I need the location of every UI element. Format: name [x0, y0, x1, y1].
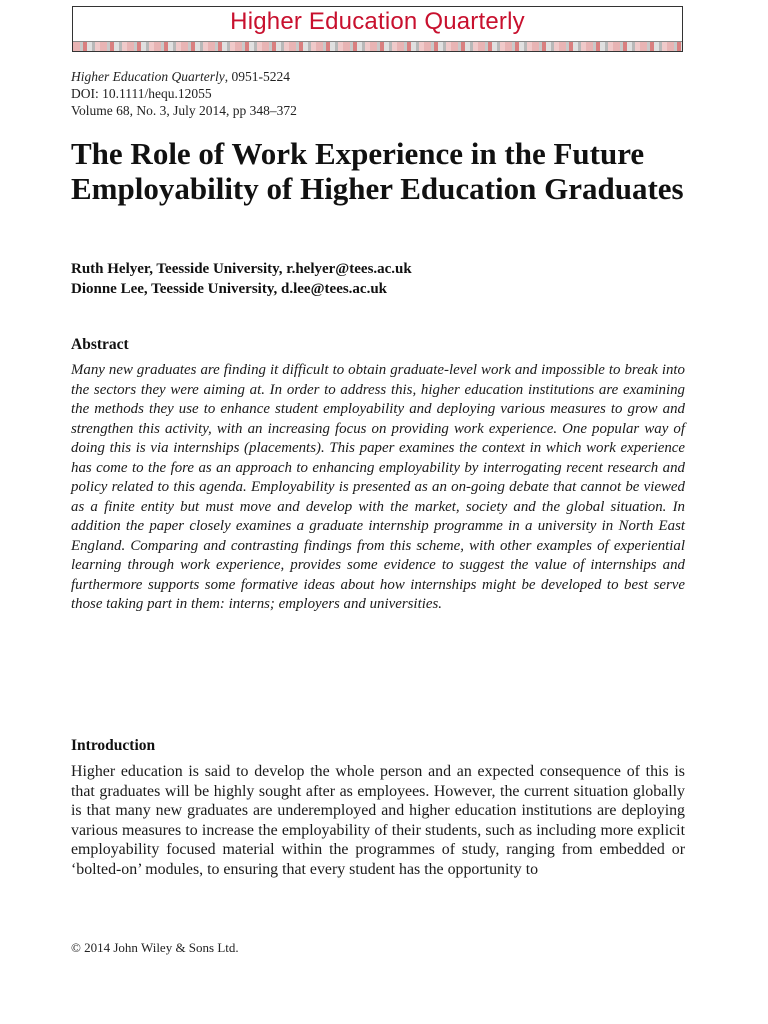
author-line: Ruth Helyer, Teesside University, r.helyer@tees.ac.uk	[71, 261, 412, 277]
citation-doi: DOI: 10.1111/hequ.12055	[71, 86, 212, 101]
author-list	[71, 259, 711, 299]
introduction-text: Higher education is said to develop the whole person and an expected consequence of this is that graduates will be highly sought after as employees. However, the current situation globally is that many new graduates are underemployed and higher education institutions are deploying various measures to increase the employability of their students, such as including more explicit employability focused material within the programmes of study, ranging from embedded or ‘bolted-on’ modules, to ensuring that every student has the opportunity to	[71, 763, 685, 878]
abstract-text: Many new graduates are finding it difficult to obtain graduate-level work and impossible to break into the sectors they were aiming at. In order to address this, higher education institutions are examining the methods they use to enhance student employability and deploying various measures to grow and strengthen this activity, with an increasing focus on providing work experience. One popular way of doing this is via internships (placements). This paper examines the context in which work experience has come to the fore as an approach to enhancing employability by interrogating recent research and policy related to this agenda. Employability is presented as an on-going debate that cannot be viewed as a finite entity but must move and develop with the market, society and the global situation. In addition the paper closely examines a graduate internship programme in a university in North East England. Comparing and contrasting findings from this scheme, with other examples of experiential learning through work experience, provides some evidence to suggest the value of internships and furthermore supports some formative ideas about how internships might be developed to best serve those taking part in them: interns; employers and universities.	[71, 362, 685, 612]
citation-journal-line	[71, 68, 691, 85]
citation-volume: Volume 68, No. 3, July 2014, pp 348–372	[71, 103, 297, 118]
citation-journal: Higher Education Quarterly	[71, 69, 225, 84]
copyright-notice: © 2014 John Wiley & Sons Ltd.	[71, 940, 239, 955]
citation-issn: , 0951-5224	[224, 69, 290, 84]
introduction-heading: Introduction	[71, 737, 156, 754]
masthead-title: Higher Education Quarterly	[230, 8, 525, 35]
citation-block	[71, 68, 691, 119]
author-line: Dionne Lee, Teesside University, d.lee@tees.ac.uk	[71, 281, 388, 297]
journal-masthead	[72, 6, 683, 52]
masthead-decorative-bar	[73, 41, 682, 51]
abstract-heading: Abstract	[71, 336, 129, 353]
article-title: The Role of Work Experience in the Future Employability of Higher Education Graduates	[71, 136, 684, 206]
